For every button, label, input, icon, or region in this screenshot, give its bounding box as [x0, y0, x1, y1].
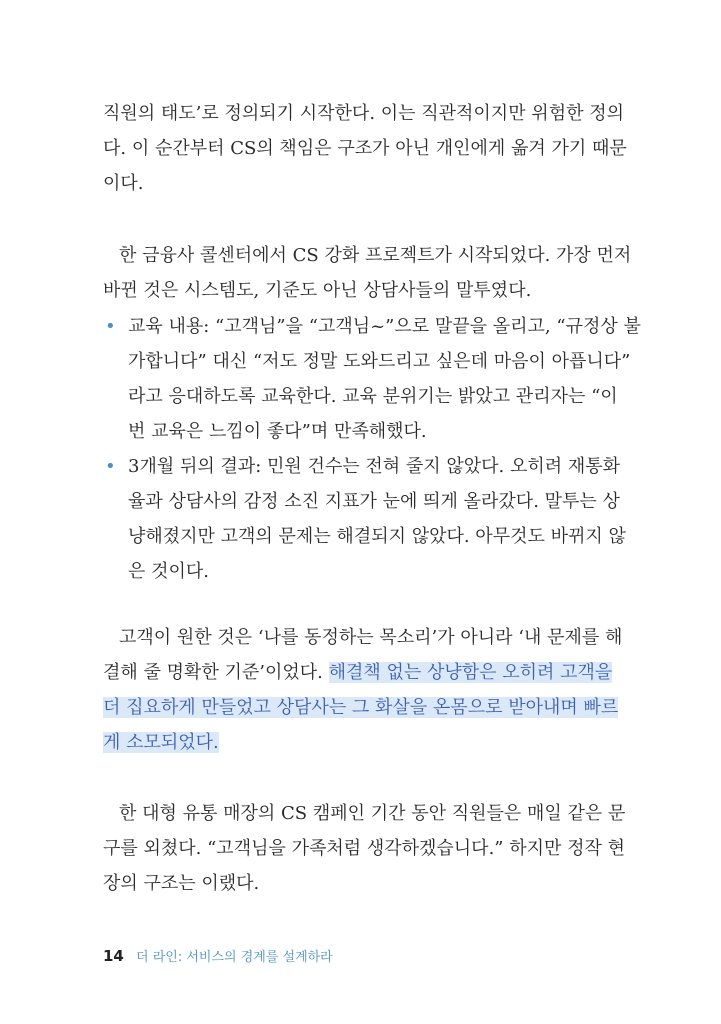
bullet-icon: • [105, 456, 116, 477]
text-line: 가합니다” 대신 “저도 정말 도와드리고 싶은데 마음이 아픕니다” [128, 351, 631, 372]
text-line: 3개월 뒤의 결과: 민원 건수는 전혀 줄지 않았다. 오히려 재통화 [128, 456, 621, 477]
text-line [103, 690, 619, 725]
text-line: 바뀐 것은 시스템도, 기준도 아닌 상담사들의 말투였다. [103, 280, 532, 301]
page-footer [103, 946, 333, 965]
text-line: 율과 상담사의 감정 소진 지표가 눈에 띄게 올라갔다. 말투는 상 [128, 491, 620, 512]
text-line: 한 금융사 콜센터에서 CS 강화 프로젝트가 시작되었다. 가장 먼저 [119, 245, 632, 266]
text-line: 이다. [103, 173, 144, 194]
text-line: 직원의 태도’로 정의되기 시작한다. 이는 직관적이지만 위험한 정의 [103, 103, 624, 124]
text-line: 은 것이다. [128, 561, 209, 582]
highlighted-text: 더 집요하게 만들었고 상담사는 그 화살을 온몸으로 받아내며 빠르 [103, 697, 619, 718]
text-line: 번 교육은 느낌이 좋다”며 만족해했다. [128, 421, 427, 442]
text-line: 교육 내용: “고객님”을 “고객님~”으로 말끝을 올리고, “규정상 불 [128, 316, 641, 337]
page-number: 14 [103, 947, 124, 965]
text-line [103, 655, 613, 690]
text-line: 냥해졌지만 고객의 문제는 해결되지 않았다. 아무것도 바뀌지 않 [128, 526, 626, 547]
book-title: 더 라인: 서비스의 경계를 설계하라 [136, 950, 333, 965]
paragraph-2 [103, 238, 632, 308]
highlighted-text: 해결책 없는 상냥함은 오히려 고객을 [328, 662, 613, 683]
highlighted-text: 게 소모되었다. [103, 732, 219, 753]
bullet-list [103, 309, 641, 589]
bullet-item-training [103, 309, 641, 449]
text-line: 다. 이 순간부터 CS의 책임은 구조가 아닌 개인에게 옮겨 가기 때문 [103, 138, 627, 159]
text-line: 구를 외쳤다. “고객님을 가족처럼 생각하겠습니다.” 하지만 정작 현 [103, 838, 625, 859]
plain-text: 결해 줄 명확한 기준’이었다. [103, 662, 329, 683]
text-line: 한 대형 유통 매장의 CS 캠페인 기간 동안 직원들은 매일 같은 문 [119, 803, 626, 824]
paragraph-3 [103, 620, 623, 760]
paragraph-4 [103, 796, 626, 901]
text-line [103, 725, 605, 760]
text-line: 고객이 원한 것은 ‘나를 동정하는 목소리’가 아니라 ‘내 문제를 해 [119, 627, 623, 648]
text-line: 라고 응대하도록 교육한다. 교육 분위기는 밝았고 관리자는 “이 [128, 386, 618, 407]
bullet-item-result [103, 449, 626, 589]
paragraph-1 [103, 96, 627, 201]
bullet-icon: • [105, 316, 116, 337]
text-line: 장의 구조는 이랬다. [103, 873, 260, 894]
